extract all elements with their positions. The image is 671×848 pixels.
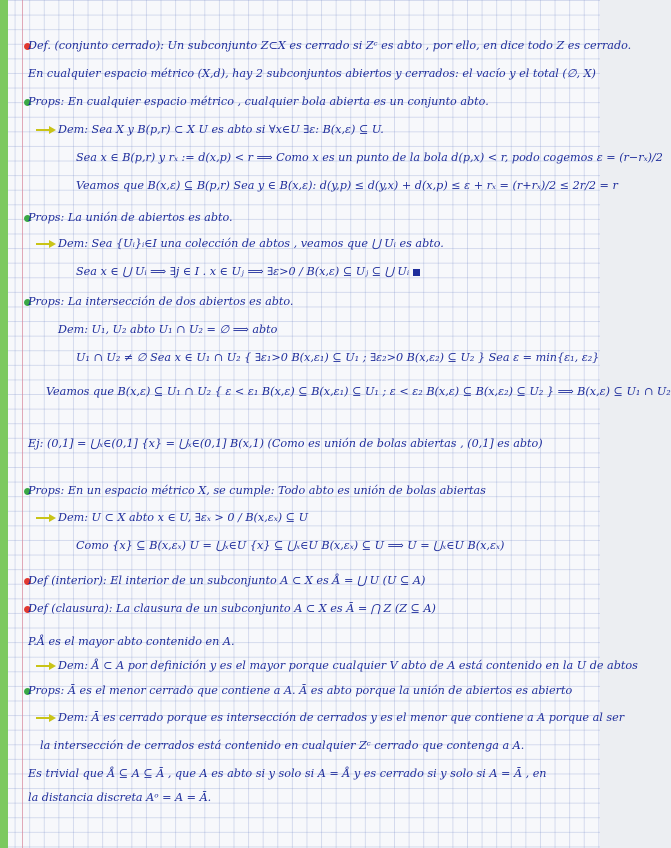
proof-line: Dem: Ā es cerrado porque es intersección de cerrados y es el menor que contiene a A porque al ser [58,711,625,724]
conclusion-line: la distancia discreta Aᵒ = A = Ā. [28,791,212,804]
proof-line: la intersección de cerrados está contenido en cualquier Zᶜ cerrado que contenga a A. [40,739,525,752]
definition-closure: Def (clausura): La clausura de un subconjunto A ⊂ X es Ā = ⋂ Z (Z ⊆ A) [28,602,436,615]
proposition-union: Props: La unión de abiertos es abto. [28,211,233,224]
qed-square-icon [413,269,420,276]
highlight-arrow-icon [36,663,56,669]
proof-line: Veamos que B(x,ε) ⊆ B(p,r) Sea y ∈ B(x,ε): d(y,p) ≤ d(y,x) + d(x,p) ≤ ε + rₓ = (r+rₓ)/2 ≤ 2r/2 = r [76,179,618,192]
proof-line: Sea x ∈ B(p,r) y rₓ := d(x,p) < r ⟹ Como x es un punto de la bola d(p,x) < r, podo cogemos ε = (r−rₓ)/2 [76,151,663,164]
example-line: Ej: (0,1] = ⋃ₓ∈(0,1] {x} = ⋃ₓ∈(0,1] B(x,1) (Como es unión de bolas abiertas , (0,1] es abto) [28,437,543,450]
highlight-arrow-icon [36,515,56,521]
proof-line: Dem: U ⊂ X abto x ∈ U, ∃εₓ > 0 / B(x,εₓ) ⊆ U [58,511,309,524]
highlight-arrow-icon [36,241,56,247]
proposition-union-of-balls: Props: En un espacio métrico X, se cumple: Todo abto es unión de bolas abiertas [28,484,486,497]
proof-line: Dem: Sea {Uᵢ}ᵢ∈I una colección de abtos , veamos que ⋃ Uᵢ es abto. [58,237,444,250]
margin-rule [22,0,23,848]
proof-line: Como {x} ⊆ B(x,εₓ) U = ⋃ₓ∈U {x} ⊆ ⋃ₓ∈U B(x,εₓ) ⊆ U ⟹ U = ⋃ₓ∈U B(x,εₓ) [76,539,505,552]
proposition-open-ball: Props: En cualquier espacio métrico , cualquier bola abierta es un conjunto abto. [28,95,489,108]
proof-line: Dem: U₁, U₂ abto U₁ ∩ U₂ = ∅ ⟹ abto [58,323,278,336]
note-open-closed: En cualquier espacio métrico (X,d), hay 2 subconjuntos abiertos y cerrados: el vacío y el total (∅, X) [28,67,596,80]
highlight-arrow-icon [36,715,56,721]
definition-interior: Def (interior): El interior de un subconjunto A ⊂ X es Å = ⋃ U (U ⊆ A) [28,574,426,587]
proof-line: Dem: Å ⊂ A por definición y es el mayor porque cualquier V abto de A está contenido en la U de abtos [58,659,638,672]
highlight-arrow-icon [36,127,56,133]
proof-line: Veamos que B(x,ε) ⊆ U₁ ∩ U₂ { ε < ε₁ B(x,ε) ⊆ B(x,ε₁) ⊆ U₁ ; ε < ε₂ B(x,ε) ⊆ B(x,ε₂) ⊆ U₂ } ⟹ B(x,ε) ⊆ U₁ ∩ U₂ [46,385,671,398]
proposition-intersection: Props: La intersección de dos abiertos es abto. [28,295,294,308]
conclusion-line: Es trivial que Å ⊆ A ⊆ Ā , que A es abto si y solo si A = Å y es cerrado si y solo si A = Ā , en [28,767,547,780]
proof-line [76,264,590,279]
proof-line: U₁ ∩ U₂ ≠ ∅ Sea x ∈ U₁ ∩ U₂ { ∃ε₁>0 B(x,ε₁) ⊆ U₁ ; ∃ε₂>0 B(x,ε₂) ⊆ U₂ } Sea ε = min{ε₁, ε₂} [76,351,600,364]
definition-closed-set: Def. (conjunto cerrado): Un subconjunto Z⊂X es cerrado si Zᶜ es abto , por ello, en dice todo Z es cerrado. [28,39,632,52]
margin-strip [0,0,8,848]
proof-line: Dem: Sea X y B(p,r) ⊂ X U es abto si ∀x∈U ∃ε: B(x,ε) ⊆ U. [58,123,384,136]
proposition-closure: Props: Ā es el menor cerrado que contiene a A. Ā es abto porque la unión de abiertos es abierto [28,684,573,697]
proof-text: Sea x ∈ ⋃ Uᵢ ⟹ ∃j ∈ I . x ∈ Uⱼ ⟹ ∃ε>0 / B(x,ε) ⊆ Uⱼ ⊆ ⋃ Uᵢ [76,265,410,278]
interior-largest-open: P.Å es el mayor abto contenido en A. [28,635,235,648]
